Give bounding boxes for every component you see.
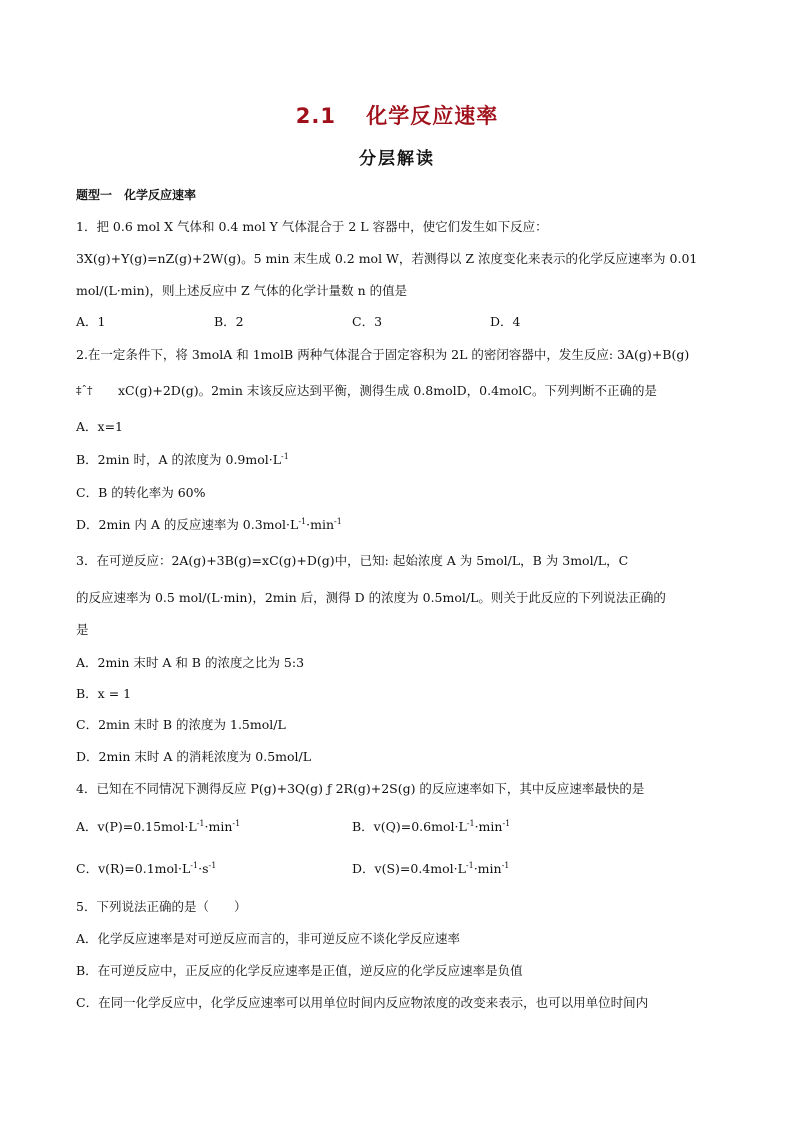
- q4-option-c-sup-1: -1: [190, 861, 199, 870]
- q4-option-d-sup-2: -1: [501, 861, 510, 870]
- q1-option-c: C．3: [352, 314, 383, 329]
- q1-option-b: B．2: [214, 314, 244, 329]
- q4-option-d-sup-1: -1: [465, 861, 474, 870]
- q3-line-2: 的反应速率为 0.5 mol/(L·min)，2min 后，测得 D 的浓度为 0.5mol/L。则关于此反应的下列说法正确的: [76, 590, 666, 605]
- page-title: 2.1 化学反应速率: [295, 104, 499, 128]
- q3-option-d: D．2min 末时 A 的消耗浓度为 0.5mol/L: [76, 749, 312, 764]
- q2-option-d: [76, 516, 726, 534]
- q4-option-b: [352, 818, 510, 836]
- q4-option-b-mid: ·min: [474, 819, 503, 834]
- q4-option-d: [352, 860, 509, 878]
- q3-option-a: A．2min 末时 A 和 B 的浓度之比为 5:3: [76, 655, 305, 670]
- q4-option-c-mid: ·s: [198, 861, 209, 876]
- q1-option-a: A．1: [76, 314, 106, 329]
- q2-line-1: 2.在一定条件下，将 3molA 和 1molB 两种气体混合于固定容积为 2L 的密闭容器中，发生反应: 3A(g)+B(g): [76, 347, 690, 362]
- q1-line-1: 1．把 0.6 mol X 气体和 0.4 mol Y 气体混合于 2 L 容器中，使它们发生如下反应：: [76, 219, 548, 234]
- q2-option-d-sup-2: -1: [334, 517, 342, 526]
- q3-option-c: C．2min 末时 B 的浓度为 1.5mol/L: [76, 717, 286, 732]
- q2-option-d-sup-1: -1: [298, 517, 307, 526]
- q2-option-c: C．B 的转化率为 60%: [76, 485, 206, 500]
- q4-line-1: 4．已知在不同情况下测得反应 P(g)+3Q(g) ƒ 2R(g)+2S(g) 的反应速率如下，其中反应速率最快的是: [76, 781, 645, 796]
- q4-option-d-mid: ·min: [473, 861, 502, 876]
- q4-option-a-mid: ·min: [204, 819, 233, 834]
- q4-option-b-sup-1: -1: [466, 819, 475, 828]
- q1-line-3: mol/(L·min)，则上述反应中 Z 气体的化学计量数 n 的值是: [76, 283, 408, 298]
- page-subtitle: 分层解读: [359, 149, 435, 169]
- q4-option-a-text: A．v(P)=0.15mol·L: [76, 819, 197, 834]
- q2-option-d-mid: ·min: [306, 517, 334, 532]
- q4-option-b-text: B．v(Q)=0.6mol·L: [352, 819, 467, 834]
- q4-option-d-text: D．v(S)=0.4mol·L: [352, 861, 466, 876]
- q1-line-2: 3X(g)+Y(g)=nZ(g)+2W(g)。5 min 末生成 0.2 mol W，若测得以 Z 浓度变化来表示的化学反应速率为 0.01: [76, 251, 698, 266]
- q1-option-d: D．4: [490, 314, 521, 329]
- q3-option-b: B．x = 1: [76, 686, 132, 701]
- q2-option-a: A．x=1: [76, 419, 124, 434]
- q2-line-2: xC(g)+2D(g)。2min 末该反应达到平衡，测得生成 0.8molD，0.4molC。下列判断不正确的是: [118, 383, 657, 398]
- q2-option-b-text: B．2min 时，A 的浓度为 0.9mol·L: [76, 452, 282, 467]
- q5-option-a: A．化学反应速率是对可逆反应而言的，非可逆反应不谈化学反应速率: [76, 931, 461, 946]
- q3-line-3: 是: [76, 622, 89, 637]
- q5-option-b: B．在可逆反应中，正反应的化学反应速率是正值，逆反应的化学反应速率是负值: [76, 963, 523, 978]
- q4-option-a: [76, 818, 240, 836]
- q5-line-1: 5．下列说法正确的是（ ）: [76, 899, 247, 914]
- q4-option-a-sup-2: -1: [232, 819, 241, 828]
- q2-equilibrium-arrow: ‡ˆ†: [76, 384, 93, 397]
- section-heading: 题型一 化学反应速率: [76, 188, 197, 202]
- q4-option-c-text: C．v(R)=0.1mol·L: [76, 861, 191, 876]
- q5-option-c: C．在同一化学反应中，化学反应速率可以用单位时间内反应物浓度的改变来表示，也可以用单位时间内: [76, 995, 649, 1010]
- q3-line-1: 3．在可逆反应：2A(g)+3B(g)=xC(g)+D(g)中，已知: 起始浓度 A 为 5mol/L，B 为 3mol/L，C: [76, 553, 629, 568]
- q2-option-d-text: D．2min 内 A 的反应速率为 0.3mol·L: [76, 517, 299, 532]
- q4-option-c-sup-2: -1: [208, 861, 217, 870]
- q4-option-c: [76, 860, 216, 878]
- q4-option-b-sup-2: -1: [502, 819, 511, 828]
- q4-option-a-sup-1: -1: [196, 819, 205, 828]
- q2-option-b-sup: -1: [281, 452, 289, 461]
- q2-option-b: [76, 451, 726, 469]
